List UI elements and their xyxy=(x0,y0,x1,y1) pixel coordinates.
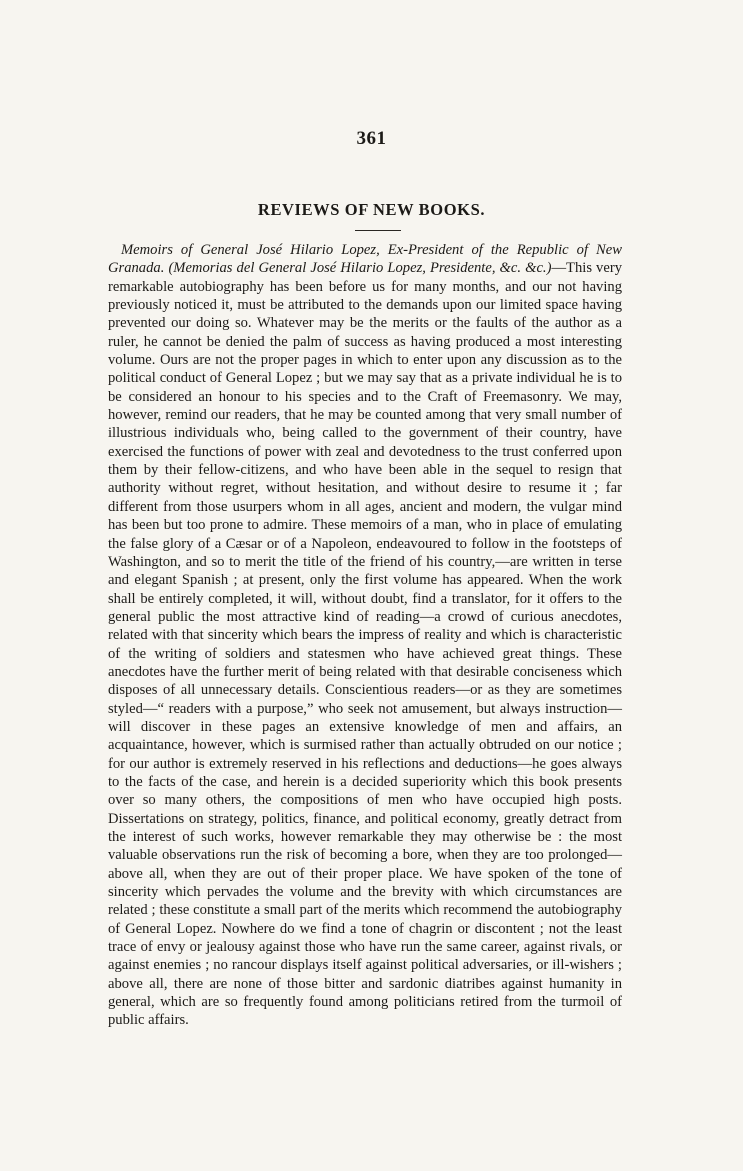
review-paragraph xyxy=(108,241,622,1030)
section-title: REVIEWS OF NEW BOOKS. xyxy=(257,200,486,219)
review-body: —This very remarkable autobiography has been before us for many months, and our not having previously noticed it, must be attributed to the demands upon our limited space having prevented our doing so. Whatever may be the merits or the faults of the author as a ruler, he cannot be denied the palm of success as having produced a most interesting volume. Ours are not the proper pages in which to enter upon any discussion as to the political conduct of General Lopez ; but we may say that as a private individual he is to be considered an honour to his species and to the Craft of Freemasonry. We may, however, remind our readers, that he may be counted among that very small number of illustrious individuals who, being called to the government of their country, have exercised the functions of power with zeal and devotedness to the trust conferred upon them by their fellow-citizens, and who have been able in the sequel to resign that authority without regret, without hesitation, and without desire to resume it ; far different from those usurpers whom in all ages, ancient and modern, the vulgar mind has been but too prone to admire. These memoirs of a man, who in place of emulating the false glory of a Cæsar or of a Napoleon, endeavoured to follow in the footsteps of Washington, and so to merit the title of the friend of his country,—are written in terse and elegant Spanish ; at present, only the first volume has appeared. When the work shall be entirely completed, it will, without doubt, find a translator, for it offers to the general public the most attractive kind of reading—a crowd of curious anecdotes, related with that sincerity which bears the impress of reality and which is characteristic of the writing of soldiers and statesmen who have achieved great things. These anecdotes have the further merit of being related with that desirable conciseness which disposes of all unnecessary details. Conscientious readers—or as they are sometimes styled—“ readers with a purpose,” who seek not amusement, but always instruction—will discover in these pages an extensive knowledge of men and affairs, an acquaintance, however, which is surmised rather than actually obtruded on our notice ; for our author is extremely reserved in his reflections and deductions—he goes always to the facts of the case, and herein is a decided superiority which this book presents over so many others, the compositions of men who have occupied high posts. Dissertations on strategy, politics, finance, and political economy, greatly detract from the interest of such works, however remarkable they may otherwise be : the most valuable observations run the risk of becoming a bore, when they are too prolonged—above all, when they are out of their proper place. We have spoken of the tone of sincerity which pervades the volume and the brevity with which circumstances are related ; these constitute a small part of the merits which recommend the autobiography of General Lopez. Nowhere do we find a tone of chagrin or discontent ; not the least trace of envy or jealousy against those who have run the same career, against rivals, or against enemies ; no rancour displays itself against political adversaries, or ill-wishers ; above all, there are none of those bitter and sardonic diatribes against humanity in general, which are so frequently found among politicians retired from the turmoil of public affairs. xyxy=(108,260,622,1029)
review-article xyxy=(108,241,622,1030)
book-title: Memoirs of General José Hilario Lopez, Ex-President of the Republic of New Granada. xyxy=(108,242,622,277)
original-title: (Memorias del General José Hilario Lopez, Presidente, &c. &c.) xyxy=(168,260,552,277)
page-number: 361 xyxy=(356,128,387,149)
title-rule xyxy=(355,230,401,231)
